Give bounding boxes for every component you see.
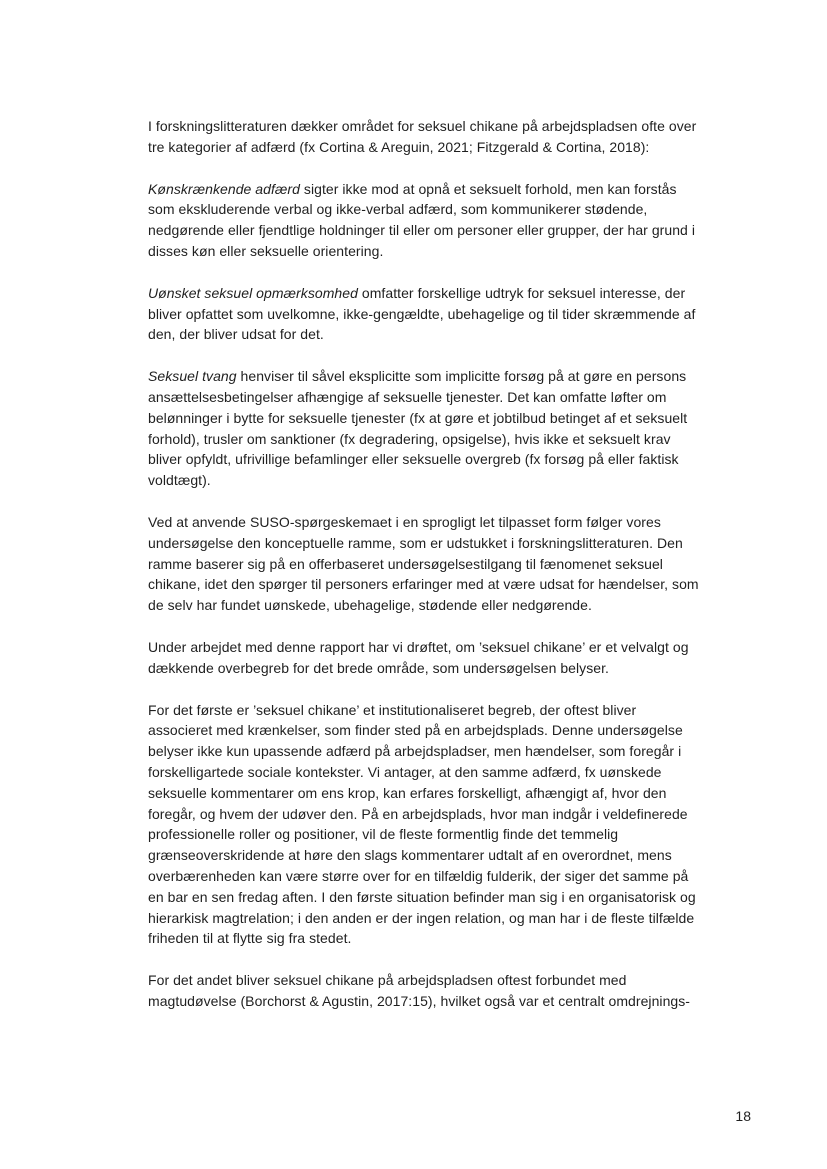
paragraph-text: Ved at anvende SUSO-spørgeskemaet i en sprogligt let tilpasset form følger vores undersøgelse den konceptuelle ramme, som er udstukket i forskningslitteraturen. Den ramme baserer sig på en offerbaseret undersøgelsestilgang til fænomenet seksuel chikane, idet den spørger til personers erfaringer med at være udsat for hændelser, som de selv har fundet uønskede, ubehagelige, stødende eller nedgørende. [148, 513, 699, 614]
paragraph-text: For det første er ’seksuel chikane’ et institutionaliseret begreb, der oftest bliver associeret med krænkelser, som finder sted på en arbejdsplads. Denne undersøgelse belyser ikke kun upassende adfærd på arbejdspladser, men hændelser, som foregår i forskelligartede sociale kontekster. Vi antager, at den samme adfærd, fx uønskede seksuelle kommentarer om ens krop, kan erfares forskelligt, afhængigt af, hvor den foregår, og hvem der udøver den. På en arbejdsplads, hvor man indgår i veldefinerede professionelle roller og positioner, vil de fleste formentlig finde det temmelig grænseoverskridende at høre den slags kommentarer udtalt af en overordnet, mens overbærenheden kan være større over for en tilfældig fulderik, der siger det samme på en bar en sen fredag aften. I den første situation befinder man sig i en organisatorisk og hierarkisk magtrelation; i den anden er der ingen relation, og man har i de fleste tilfælde friheden til at flytte sig fra stedet. [148, 701, 696, 947]
paragraph-gender-harassment [148, 179, 704, 262]
paragraph-sexual-coercion [148, 366, 704, 491]
paragraph-text: sigter ikke mod at opnå et seksuelt forhold, men kan forstås som ekskluderende verbal og ikke-verbal adfærd, som kommunikerer stødende, nedgørende eller fjendtlige holdninger til eller om personer eller grupper, der har grund i disses køn eller seksuelle orientering. [148, 180, 695, 259]
paragraph-intro [148, 116, 704, 158]
term-label: Uønsket seksuel opmærksomhed [148, 284, 358, 301]
term-label: Seksuel tvang [148, 368, 237, 385]
page-number: 18 [735, 1108, 751, 1124]
paragraph-first-argument [148, 700, 704, 950]
document-body [148, 116, 704, 1033]
paragraph-text: I forskningslitteraturen dækker området for seksuel chikane på arbejdspladsen ofte over tre kategorier af adfærd (fx Cortina & Areguin, 2021; Fitzgerald & Cortina, 2018): [148, 118, 697, 155]
paragraph-text: omfatter forskellige udtryk for seksuel interesse, der bliver opfattet som uvelkomne, ikke-gengældte, ubehagelige og til tider skræmmende af den, der bliver udsat for det. [148, 284, 696, 343]
term-label: Kønskrænkende adfærd [148, 180, 300, 197]
paragraph-text: For det andet bliver seksuel chikane på arbejdspladsen oftest forbundet med magtudøvelse (Borchorst & Agustin, 2017:15), hvilket også var et centralt omdrejnings- [148, 972, 691, 1009]
paragraph-text: henviser til såvel eksplicitte som implicitte forsøg på at gøre en persons ansættelsesbetingelser afhængige af seksuelle tjenester. Det kan omfatte løfter om belønninger i bytte for seksuelle tjenester (fx at gøre et jobtilbud betinget af et seksuelt forhold), trusler om sanktioner (fx degradering, opsigelse), hvis ikke et seksuelt krav bliver opfyldt, ufrivillige befamlinger eller seksuelle overgreb (fx forsøg på eller faktisk voldtægt). [148, 368, 688, 489]
paragraph-text: Under arbejdet med denne rapport har vi drøftet, om ’seksuel chikane’ er et velvalgt og dækkende overbegreb for det brede område, som undersøgelsen belyser. [148, 638, 689, 676]
paragraph-second-argument [148, 970, 704, 1012]
paragraph-term-discussion [148, 637, 704, 679]
paragraph-suso-method [148, 512, 704, 616]
paragraph-unwanted-attention [148, 283, 704, 345]
